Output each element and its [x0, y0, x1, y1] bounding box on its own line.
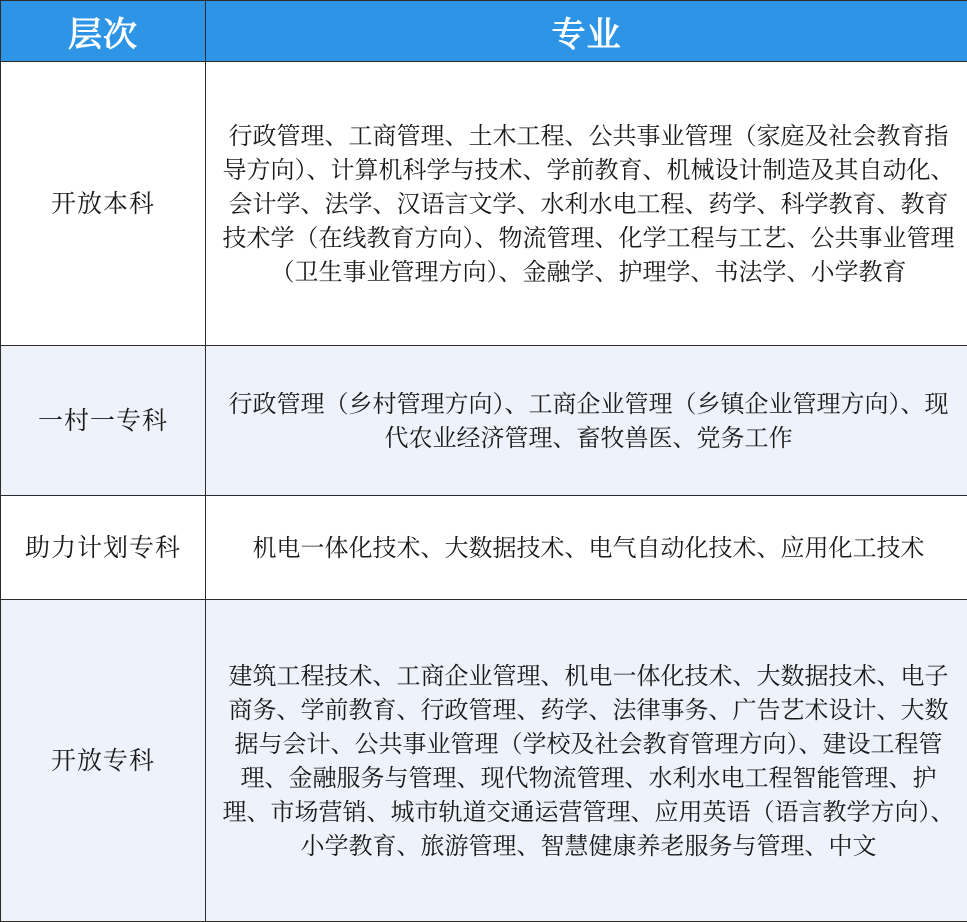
level-cell: 开放专科	[1, 600, 206, 922]
majors-cell: 建筑工程技术、工商企业管理、机电一体化技术、大数据技术、电子商务、学前教育、行政管理、药学、法律事务、广告艺术设计、大数据与会计、公共事业管理（学校及社会教育管理方向）、建设工程管理、金融服务与管理、现代物流管理、水利水电工程智能管理、护理、市场营销、城市轨道交通运营管理、应用英语（语言教学方向）、小学教育、旅游管理、智慧健康养老服务与管理、中文	[206, 600, 967, 922]
level-cell: 助力计划专科	[1, 496, 206, 600]
table-row	[1, 496, 967, 600]
majors-cell: 行政管理（乡村管理方向）、工商企业管理（乡镇企业管理方向）、现代农业经济管理、畜牧兽医、党务工作	[206, 346, 967, 496]
level-cell: 一村一专科	[1, 346, 206, 496]
header-level: 层次	[1, 1, 206, 62]
table-row	[1, 600, 967, 922]
majors-cell: 机电一体化技术、大数据技术、电气自动化技术、应用化工技术	[206, 496, 967, 600]
table-row	[1, 346, 967, 496]
table-row	[1, 62, 967, 346]
header-major: 专业	[206, 1, 967, 62]
table-header-row	[1, 1, 967, 62]
level-cell: 开放本科	[1, 62, 206, 346]
majors-cell: 行政管理、工商管理、土木工程、公共事业管理（家庭及社会教育指导方向）、计算机科学与技术、学前教育、机械设计制造及其自动化、会计学、法学、汉语言文学、水利水电工程、药学、科学教育、教育技术学（在线教育方向）、物流管理、化学工程与工艺、公共事业管理（卫生事业管理方向）、金融学、护理学、书法学、小学教育	[206, 62, 967, 346]
